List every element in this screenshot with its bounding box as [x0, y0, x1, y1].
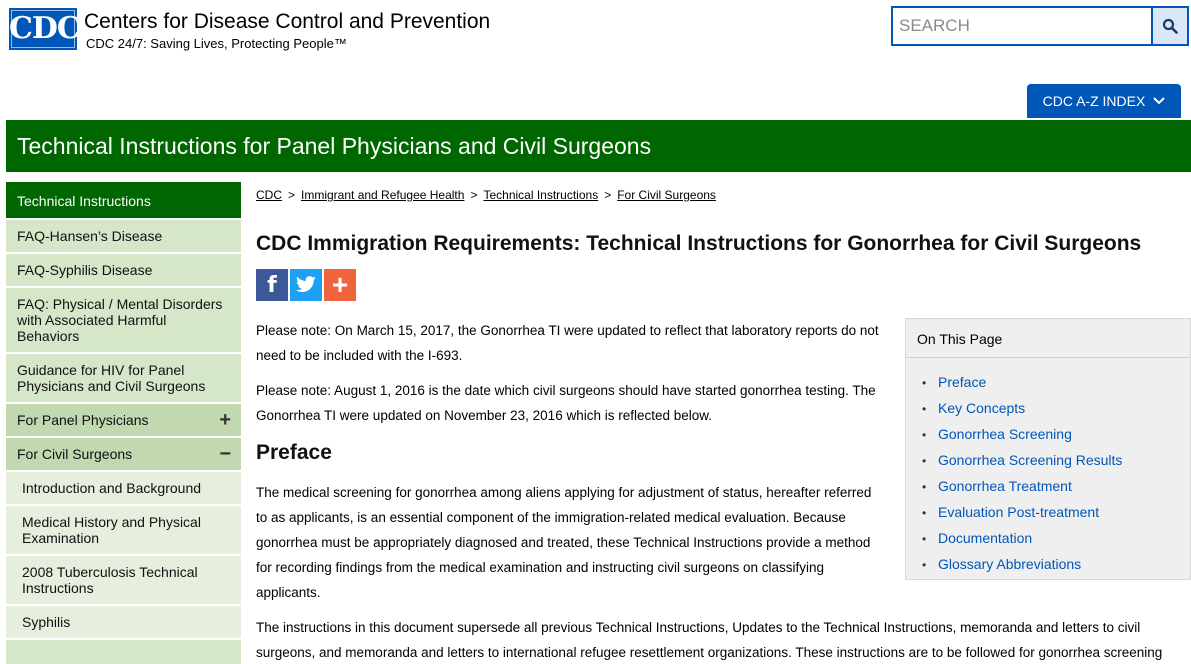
page-title: CDC Immigration Requirements: Technical Instructions for Gonorrhea for Civil Surgeons: [256, 232, 1142, 255]
otp-link-key-concepts[interactable]: • Key Concepts: [922, 396, 1190, 422]
az-index-label: CDC A-Z INDEX: [1042, 93, 1146, 109]
twitter-icon: [295, 276, 317, 294]
search-bar: [891, 6, 1189, 46]
collapse-icon[interactable]: −: [219, 443, 231, 465]
otp-link-preface[interactable]: • Preface: [922, 370, 1190, 396]
search-button[interactable]: [1151, 8, 1187, 44]
otp-link-screening[interactable]: • Gonorrhea Screening: [922, 422, 1190, 448]
az-index-button[interactable]: [1027, 84, 1181, 118]
note-august-2016: Please note: August 1, 2016 is the date which civil surgeons should have started gonorrhea testing. The Gonorrhea TI were updated on November 23, 2016 which is reflected below.: [256, 383, 876, 423]
otp-link-glossary[interactable]: • Glossary Abbreviations: [922, 552, 1190, 578]
note-march-2017: Please note: On March 15, 2017, the Gonorrhea TI were updated to reflect that laboratory reports do not need to be included with the I-693.: [256, 323, 879, 363]
section-banner[interactable]: Technical Instructions for Panel Physicians and Civil Surgeons: [6, 120, 1191, 172]
otp-link-treatment[interactable]: • Gonorrhea Treatment: [922, 474, 1190, 500]
breadcrumb-immigrant-refugee-health[interactable]: Immigrant and Refugee Health: [301, 188, 465, 202]
on-this-page-title: On This Page: [906, 319, 1190, 358]
sidebar-item-faq-syphilis[interactable]: FAQ-Syphilis Disease: [6, 254, 241, 288]
chevron-down-icon: [1153, 97, 1165, 105]
sidebar-item-faq-hansens[interactable]: FAQ-Hansen’s Disease: [6, 220, 241, 254]
cdc-logo[interactable]: CDC: [9, 8, 77, 50]
add-share-button[interactable]: [324, 269, 356, 301]
sidebar-item-medical-history[interactable]: Medical History and Physical Examination: [6, 506, 241, 556]
otp-link-screening-results[interactable]: • Gonorrhea Screening Results: [922, 448, 1190, 474]
sidebar-item-civil-surgeons[interactable]: For Civil Surgeons −: [6, 438, 241, 472]
sidebar-item-technical-instructions[interactable]: Technical Instructions: [6, 182, 241, 220]
facebook-share-button[interactable]: [256, 269, 288, 301]
sidebar-nav: [6, 182, 241, 664]
otp-link-documentation[interactable]: • Documentation: [922, 526, 1190, 552]
search-icon: [1162, 18, 1178, 34]
social-share: [256, 269, 356, 301]
twitter-share-button[interactable]: [290, 269, 322, 301]
site-header: [0, 0, 1191, 120]
plus-icon: +: [331, 269, 349, 300]
sidebar-item-panel-physicians[interactable]: For Panel Physicians +: [6, 404, 241, 438]
otp-link-evaluation[interactable]: • Evaluation Post-treatment: [922, 500, 1190, 526]
tagline: CDC 24/7: Saving Lives, Protecting People™: [86, 36, 347, 51]
breadcrumb-civil-surgeons[interactable]: For Civil Surgeons: [617, 188, 716, 202]
sidebar-item-hiv-guidance[interactable]: Guidance for HIV for Panel Physicians and Civil Surgeons: [6, 354, 241, 404]
search-input[interactable]: [893, 8, 1151, 44]
expand-icon[interactable]: +: [219, 409, 231, 431]
sidebar-item-introduction[interactable]: Introduction and Background: [6, 472, 241, 506]
org-name[interactable]: Centers for Disease Control and Prevention: [84, 10, 491, 33]
facebook-icon: f: [267, 272, 277, 298]
sidebar-item-faq-physical-mental[interactable]: FAQ: Physical / Mental Disorders with Associated Harmful Behaviors: [6, 288, 241, 354]
breadcrumb-cdc[interactable]: CDC: [256, 188, 282, 202]
preface-heading: Preface: [256, 441, 332, 464]
on-this-page-box: [905, 318, 1191, 580]
sidebar-item-syphilis[interactable]: Syphilis: [6, 606, 241, 640]
breadcrumb-technical-instructions[interactable]: Technical Instructions: [483, 188, 599, 202]
instructions-paragraph: The instructions in this document supersede all previous Technical Instructions, Updates to the Technical Instructions, memoranda and letters to civil surgeons, and memoranda and letters to international refugee resettlement organizations. These instructions are to be followed for gonorrhea screening: [256, 620, 1163, 660]
breadcrumb: CDC > Immigrant and Refugee Health > Technical Instructions > For Civil Surgeons: [256, 188, 716, 202]
sidebar-item-tuberculosis[interactable]: 2008 Tuberculosis Technical Instructions: [6, 556, 241, 606]
preface-paragraph: The medical screening for gonorrhea among aliens applying for adjustment of status, hereafter referred to as applicants, is an essential component of the immigration-related medical evaluation. Because gonorrhea must be appropriately diagnosed and treated, these Technical Instructions provide a method for recording findings from the medical examination and instructing civil surgeons on classifying applicants.: [256, 485, 872, 600]
on-this-page-list: [906, 358, 1190, 578]
